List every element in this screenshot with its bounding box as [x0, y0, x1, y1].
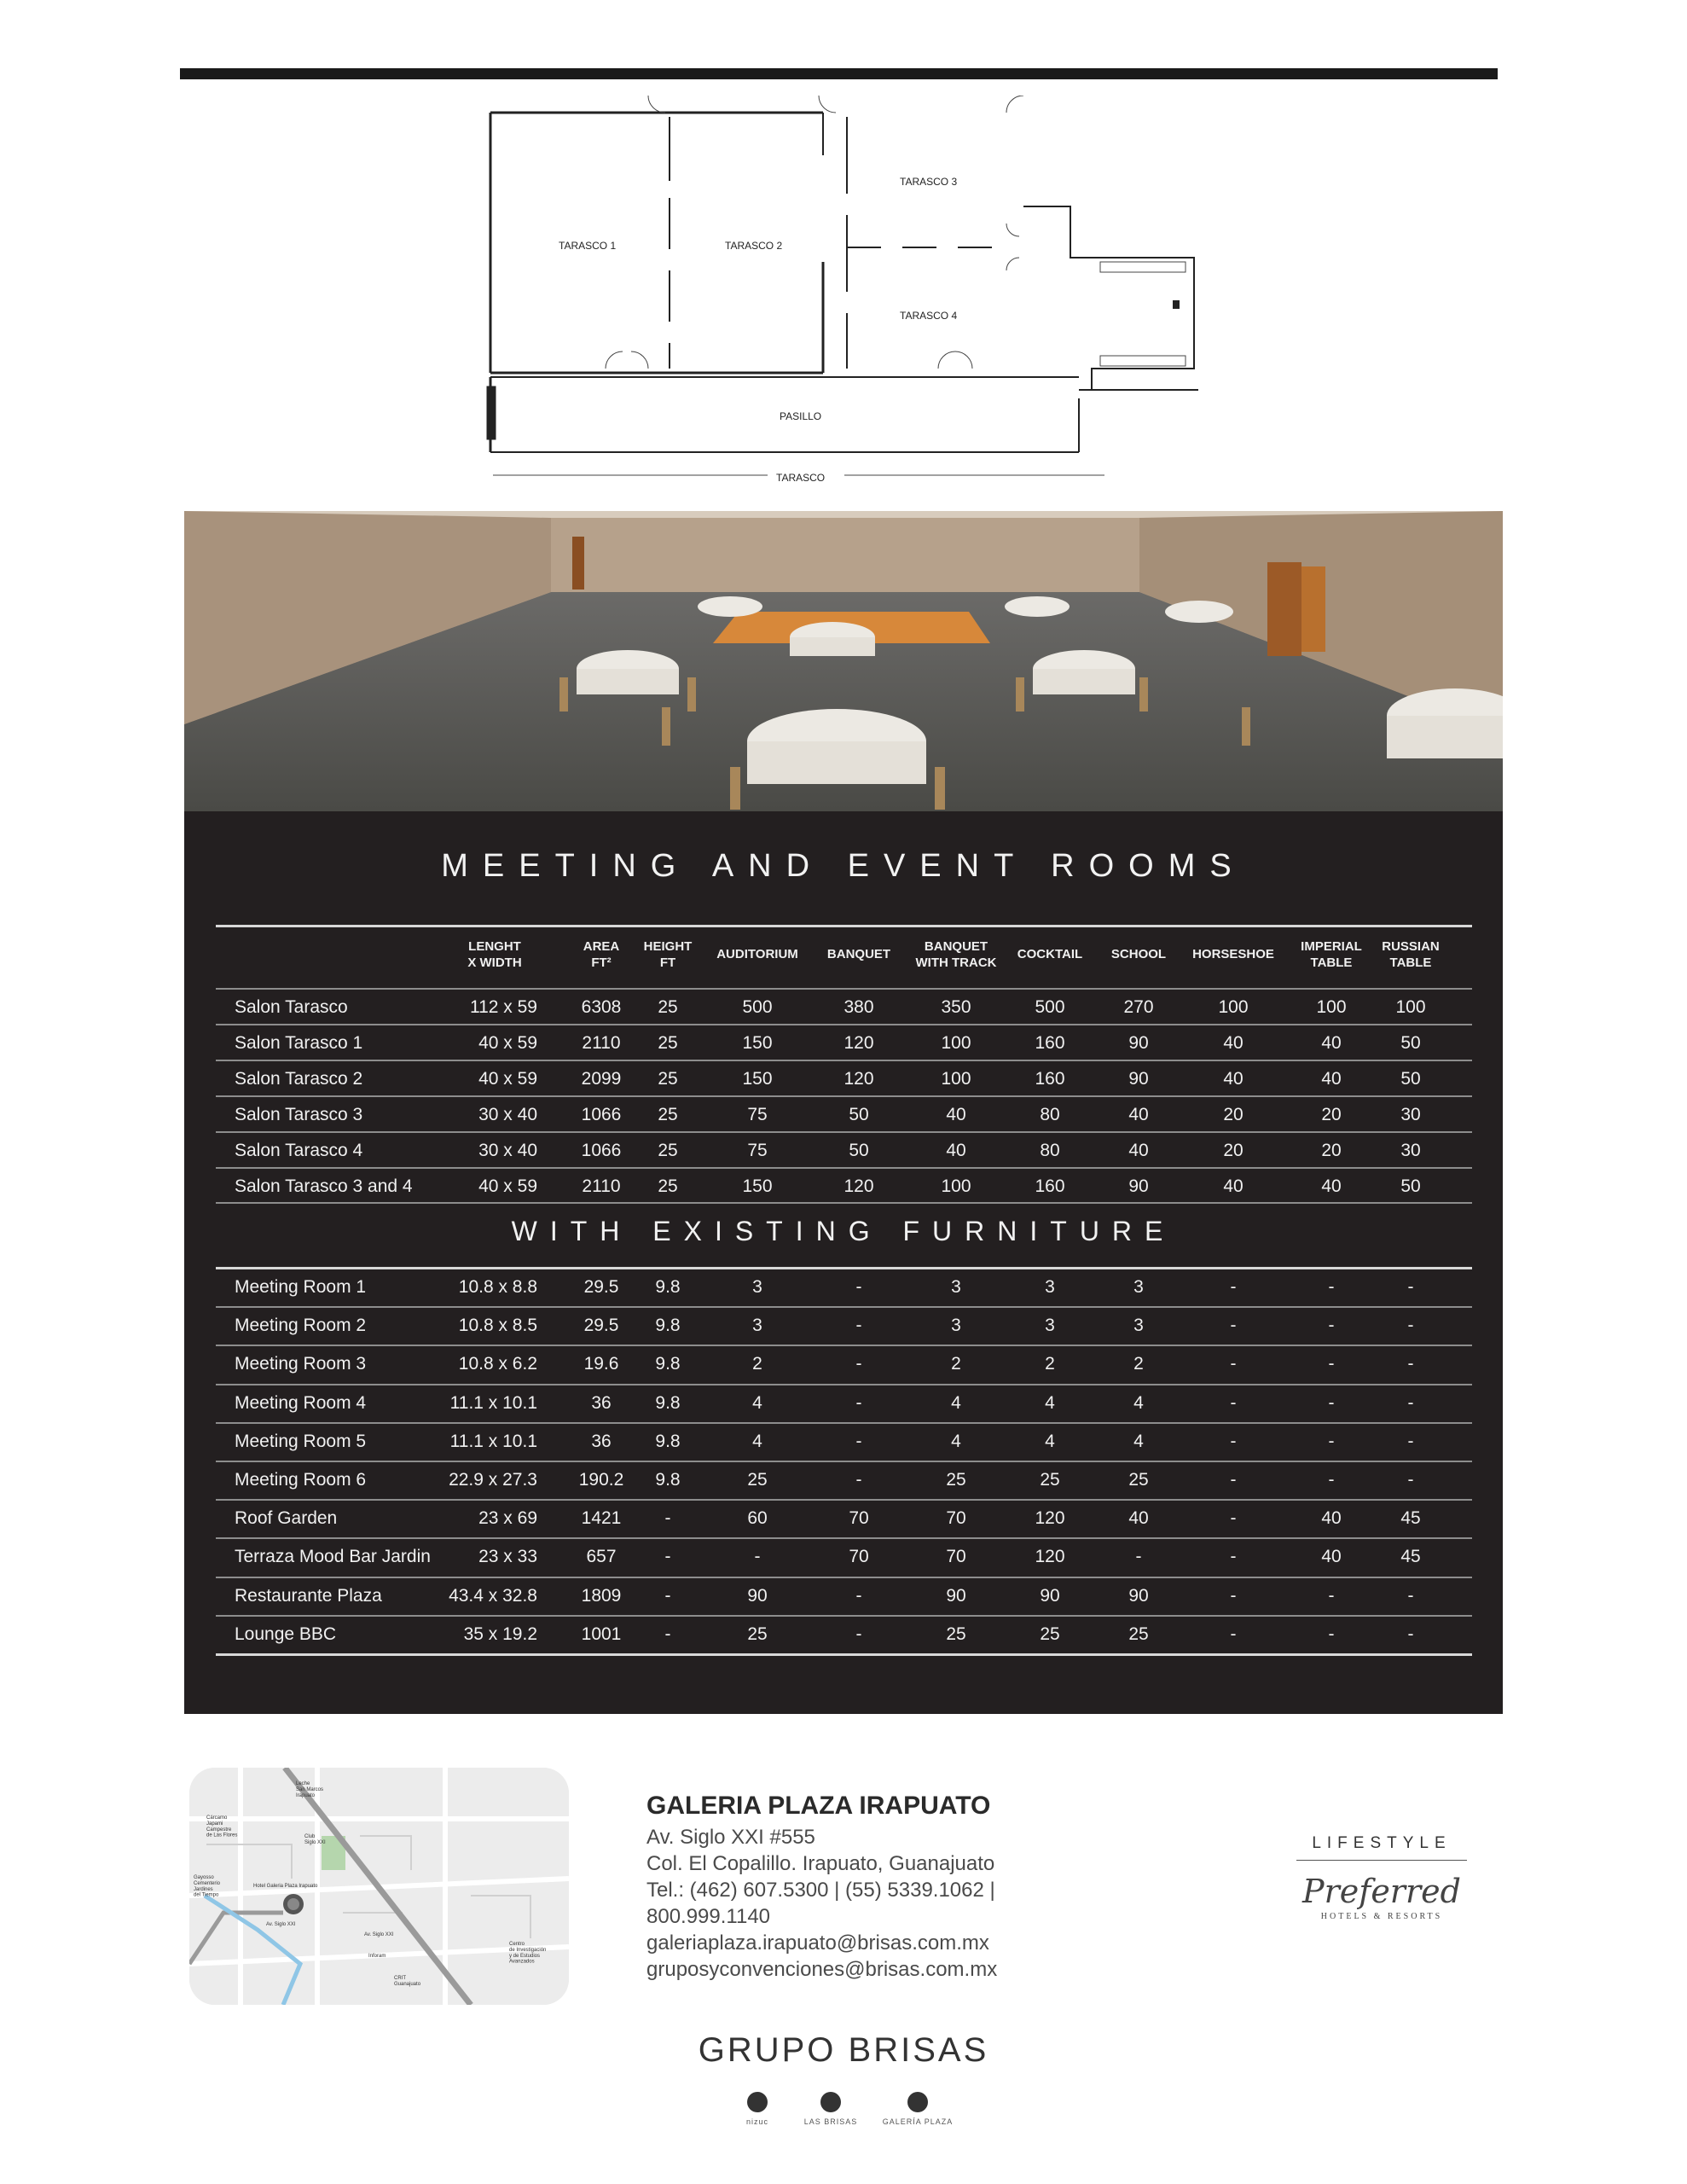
table-cell: 40 x 59 — [478, 1032, 537, 1053]
table-cell: 40 — [1128, 1508, 1149, 1529]
table-cell: 2 — [951, 1354, 961, 1374]
table-row — [216, 1385, 1472, 1424]
table-cell: 25 — [747, 1470, 768, 1490]
table-cell: 30 — [1400, 1104, 1421, 1124]
table-cell: 2 — [1045, 1354, 1055, 1374]
table-cell: 40 — [1223, 1068, 1244, 1089]
table-cell: 350 — [941, 997, 971, 1017]
table-cell: 25 — [658, 1140, 678, 1160]
map-label-hotel: Hotel Galeria Plaza Irapuato — [253, 1884, 318, 1889]
map-label-club: Club Siglo XXI — [304, 1834, 326, 1845]
table-cell: 380 — [844, 997, 874, 1017]
table-cell: 2110 — [582, 1032, 621, 1053]
table-cell: 9.8 — [655, 1277, 681, 1297]
table-cell: 3 — [1133, 1277, 1144, 1297]
table-cell: - — [664, 1585, 671, 1606]
table-cell: - — [1328, 1470, 1335, 1490]
top-rule — [180, 68, 1498, 79]
table-cell: 2099 — [581, 1068, 622, 1089]
table-cell: 29.5 — [583, 1277, 619, 1297]
hotel-name: GALERIA PLAZA IRAPUATO — [646, 1792, 991, 1820]
table-cell: 90 — [1128, 1068, 1149, 1089]
table-row — [216, 1501, 1472, 1539]
table-cell: 120 — [844, 1032, 874, 1053]
table-cell: - — [1407, 1316, 1414, 1336]
room-name: Lounge BBC — [235, 1623, 337, 1644]
table-cell: 11.1 x 10.1 — [449, 1392, 537, 1413]
table-cell: 36 — [591, 1431, 612, 1451]
table-row — [216, 1061, 1472, 1097]
sub-brand-label: LAS BRISAS — [803, 2117, 858, 2126]
table-cell: 6308 — [581, 997, 622, 1017]
table-cell: 25 — [1128, 1470, 1149, 1490]
column-header: HORSESHOE — [1192, 947, 1274, 961]
table-cell: 3 — [1045, 1316, 1055, 1336]
table-cell: 3 — [1133, 1316, 1144, 1336]
table-cell: 40 — [1223, 1176, 1244, 1196]
preferred-script: Preferred — [1302, 1873, 1461, 1910]
table-cell: 10.8 x 6.2 — [458, 1354, 537, 1374]
table-cell: - — [855, 1277, 862, 1297]
table-cell: 75 — [747, 1104, 768, 1124]
table-cell: 43.4 x 32.8 — [449, 1585, 537, 1606]
table-cell: 11.1 x 10.1 — [449, 1431, 537, 1451]
email-line-1[interactable]: galeriaplaza.irapuato@brisas.com.mx — [646, 1931, 989, 1955]
table-cell: - — [855, 1623, 862, 1644]
table-cell: 4 — [752, 1392, 762, 1413]
room-name: Salon Tarasco 2 — [235, 1068, 363, 1089]
table-cell: - — [754, 1547, 761, 1567]
table-cell: - — [855, 1470, 862, 1490]
table-cell: 100 — [941, 1176, 971, 1196]
table-cell: 4 — [1133, 1392, 1144, 1413]
row-divider — [216, 1653, 1472, 1656]
table-cell: 30 x 40 — [478, 1104, 537, 1124]
hotels-resorts-label: HOTELS & RESORTS — [1320, 1912, 1443, 1921]
pasillo-label: PASILLO — [780, 410, 822, 422]
room-name: Salon Tarasco 1 — [235, 1032, 363, 1053]
table-cell: 9.8 — [655, 1316, 681, 1336]
table-cell: 40 — [1128, 1140, 1149, 1160]
table-cell: - — [855, 1316, 862, 1336]
table-cell: 20 — [1223, 1104, 1244, 1124]
table-cell: - — [1328, 1316, 1335, 1336]
room-name: Meeting Room 2 — [235, 1316, 367, 1336]
table-cell: - — [1328, 1585, 1335, 1606]
table-cell: 70 — [849, 1508, 869, 1529]
table-cell: 500 — [742, 997, 773, 1017]
table-cell: 270 — [1123, 997, 1154, 1017]
table-cell: 40 — [1321, 1547, 1342, 1567]
map-label-centro: Centro de Investigación y de Estudios Avanzados — [509, 1942, 547, 1965]
room-name: Meeting Room 4 — [235, 1392, 367, 1413]
map-label-siglo-2: Av. Siglo XXI — [364, 1932, 394, 1937]
table-cell: 50 — [1400, 1032, 1421, 1053]
table-cell: 25 — [1040, 1470, 1060, 1490]
room-name: Salon Tarasco — [235, 997, 348, 1017]
table-cell: 25 — [946, 1470, 966, 1490]
table-row — [216, 1025, 1472, 1061]
map-label-infonavit: Inforam — [368, 1954, 386, 1959]
table-cell: - — [1230, 1623, 1237, 1644]
table-cell: 50 — [1400, 1176, 1421, 1196]
table-cell: 50 — [1400, 1068, 1421, 1089]
table-cell: 160 — [1035, 1032, 1065, 1053]
table-cell: - — [1230, 1508, 1237, 1529]
phone-line-2: 800.999.1140 — [646, 1905, 771, 1928]
table-cell: - — [1230, 1431, 1237, 1451]
email-line-2[interactable]: gruposyconvenciones@brisas.com.mx — [646, 1958, 998, 1981]
table-cell: - — [855, 1354, 862, 1374]
table-cell: - — [1407, 1470, 1414, 1490]
table-cell: - — [1407, 1585, 1414, 1606]
table-cell: - — [1328, 1392, 1335, 1413]
sub-brand-label: nizuc — [745, 2117, 768, 2126]
table-cell: 1809 — [581, 1585, 622, 1606]
table-cell: - — [1328, 1277, 1335, 1297]
table-cell: - — [1407, 1392, 1414, 1413]
table-cell: 4 — [951, 1392, 961, 1413]
table-cell: - — [1407, 1277, 1414, 1297]
table-cell: 45 — [1400, 1508, 1421, 1529]
table-cell: 150 — [742, 1032, 773, 1053]
column-header: RUSSIAN TABLE — [1382, 939, 1440, 970]
table-cell: 9.8 — [655, 1392, 681, 1413]
column-header: IMPERIAL TABLE — [1301, 939, 1362, 970]
table-cell: 160 — [1035, 1176, 1065, 1196]
table-cell: 25 — [658, 997, 678, 1017]
sub-brand-icon — [820, 2092, 841, 2112]
table-cell: 100 — [1218, 997, 1249, 1017]
table-cell: - — [1328, 1354, 1335, 1374]
column-header: BANQUET — [826, 947, 891, 961]
room-name: Restaurante Plaza — [235, 1585, 382, 1606]
table-cell: 1421 — [581, 1508, 622, 1529]
table-row — [216, 1308, 1472, 1346]
table-cell: - — [1230, 1585, 1237, 1606]
lifestyle-label: LIFESTYLE — [1312, 1834, 1452, 1852]
table-cell: 90 — [1040, 1585, 1060, 1606]
table-row — [216, 1462, 1472, 1501]
table-cell: 4 — [1045, 1392, 1055, 1413]
table-cell: 60 — [747, 1508, 768, 1529]
table-cell: 80 — [1040, 1140, 1060, 1160]
table-cell: 30 — [1400, 1140, 1421, 1160]
column-header: AUDITORIUM — [716, 947, 798, 961]
table-cell: - — [1328, 1623, 1335, 1644]
tarasco-4-label: TARASCO 4 — [900, 310, 958, 322]
table-cell: 4 — [951, 1431, 961, 1451]
table-cell: 40 — [1321, 1032, 1342, 1053]
table-cell: 35 x 19.2 — [463, 1623, 537, 1644]
column-header: HEIGHT FT — [643, 939, 693, 970]
table-cell: 120 — [1035, 1547, 1065, 1567]
floor-plan — [478, 96, 1211, 488]
table-cell: - — [855, 1585, 862, 1606]
table-cell: 40 — [1223, 1032, 1244, 1053]
table-cell: - — [1230, 1547, 1237, 1567]
room-name: Meeting Room 6 — [235, 1470, 367, 1490]
table-cell: 25 — [658, 1104, 678, 1124]
table-cell: 45 — [1400, 1547, 1421, 1567]
table-cell: 1066 — [581, 1104, 622, 1124]
table-cell: 9.8 — [655, 1354, 681, 1374]
table-cell: 70 — [946, 1508, 966, 1529]
table-cell: 120 — [844, 1068, 874, 1089]
table-cell: 50 — [849, 1104, 869, 1124]
column-header: AREA FT² — [583, 939, 620, 970]
room-name: Salon Tarasco 3 — [235, 1104, 363, 1124]
column-header: LENGHT X WIDTH — [467, 939, 522, 970]
logo-divider — [1296, 1860, 1467, 1861]
table-cell: 90 — [1128, 1176, 1149, 1196]
table-cell: 120 — [1035, 1508, 1065, 1529]
table-cell: 10.8 x 8.5 — [458, 1316, 537, 1336]
room-name: Meeting Room 5 — [235, 1431, 367, 1451]
table-cell: 3 — [752, 1316, 762, 1336]
table-cell: 1066 — [581, 1140, 622, 1160]
table-row — [216, 1539, 1472, 1577]
table-cell: 100 — [1395, 997, 1426, 1017]
grupo-brisas-logo: GRUPO BRISAS — [698, 2031, 989, 2069]
contact-block — [646, 1792, 997, 1983]
table-cell: 3 — [752, 1277, 762, 1297]
table-cell: 90 — [1128, 1032, 1149, 1053]
table-cell: 40 x 59 — [478, 1176, 537, 1196]
table-cell: - — [1407, 1354, 1414, 1374]
table-row — [216, 1346, 1472, 1385]
table-cell: 190.2 — [578, 1470, 624, 1490]
table-cell: 90 — [1128, 1585, 1149, 1606]
table-cell: 2 — [752, 1354, 762, 1374]
furniture-subtitle: WITH EXISTING FURNITURE — [511, 1216, 1176, 1246]
tarasco-3-label: TARASCO 3 — [900, 176, 958, 188]
table-cell: 20 — [1321, 1140, 1342, 1160]
table-cell: 150 — [742, 1176, 773, 1196]
table-cell: 9.8 — [655, 1470, 681, 1490]
address-line-2: Col. El Copalillo. Irapuato, Guanajuato — [646, 1852, 995, 1875]
location-map — [189, 1768, 569, 2005]
table-cell: 160 — [1035, 1068, 1065, 1089]
table-row — [216, 1617, 1472, 1655]
table-cell: - — [1135, 1547, 1142, 1567]
table-cell: 657 — [586, 1547, 617, 1567]
table-cell: 20 — [1223, 1140, 1244, 1160]
table-cell: - — [1407, 1431, 1414, 1451]
table-cell: 120 — [844, 1176, 874, 1196]
table-cell: 40 — [1321, 1068, 1342, 1089]
column-header: COCKTAIL — [1017, 947, 1083, 961]
table-cell: - — [1407, 1623, 1414, 1644]
table-cell: 2 — [1133, 1354, 1144, 1374]
table-cell: - — [1328, 1431, 1335, 1451]
table-row — [216, 1133, 1472, 1169]
table-cell: 4 — [1133, 1431, 1144, 1451]
table-cell: - — [664, 1623, 671, 1644]
table-row — [216, 1578, 1472, 1617]
table-cell: 80 — [1040, 1104, 1060, 1124]
table-cell: 25 — [946, 1623, 966, 1644]
table-cell: 23 x 33 — [478, 1547, 537, 1567]
map-label-siglo-1: Av. Siglo XXI — [266, 1922, 296, 1927]
tarasco-2-label: TARASCO 2 — [725, 240, 783, 252]
sub-brand-icon — [907, 2092, 928, 2112]
table-row — [216, 1424, 1472, 1462]
table-cell: 4 — [1045, 1431, 1055, 1451]
sub-brand-icon — [747, 2092, 768, 2112]
table-cell: 25 — [747, 1623, 768, 1644]
table-cell: 40 — [1321, 1508, 1342, 1529]
table-cell: 100 — [941, 1068, 971, 1089]
table-cell: 1001 — [581, 1623, 622, 1644]
table-row — [216, 990, 1472, 1025]
address-line-1: Av. Siglo XXI #555 — [646, 1826, 815, 1849]
room-name: Roof Garden — [235, 1508, 338, 1529]
column-header: BANQUET WITH TRACK — [915, 939, 997, 970]
table-cell: 500 — [1035, 997, 1065, 1017]
table-cell: 90 — [747, 1585, 768, 1606]
table-cell: 100 — [1316, 997, 1347, 1017]
sub-brand-label: GALERÍA PLAZA — [882, 2117, 954, 2126]
room-name: Meeting Room 3 — [235, 1354, 367, 1374]
table-row — [216, 1097, 1472, 1133]
map-label-gayosso: Gayosso Cementerio Jardines del Tiempo — [194, 1875, 221, 1898]
rooms-table-panel — [184, 811, 1503, 1714]
table-cell: 40 — [946, 1140, 966, 1160]
tarasco-1-label: TARASCO 1 — [559, 240, 617, 252]
map-label-crit: CRIT Guanajuato — [394, 1976, 421, 1987]
room-name: Terraza Mood Bar Jardin — [235, 1547, 431, 1567]
table-cell: 22.9 x 27.3 — [449, 1470, 537, 1490]
table-cell: 150 — [742, 1068, 773, 1089]
tarasco-label: TARASCO — [776, 472, 826, 484]
table-cell: 75 — [747, 1140, 768, 1160]
table-cell: 25 — [1128, 1623, 1149, 1644]
table-cell: - — [664, 1508, 671, 1529]
table-cell: 40 — [1321, 1176, 1342, 1196]
map-label-carcamo: Cárcamo Japami Campestre de Las Flores — [206, 1815, 238, 1838]
table-cell: 25 — [1040, 1623, 1060, 1644]
lifestyle-preferred-logo — [1288, 1834, 1475, 1921]
table-cell: 30 x 40 — [478, 1140, 537, 1160]
table-cell: 20 — [1321, 1104, 1342, 1124]
table-cell: 40 — [1128, 1104, 1149, 1124]
room-name: Salon Tarasco 3 and 4 — [235, 1176, 413, 1196]
table-cell: 100 — [941, 1032, 971, 1053]
table-cell: - — [855, 1392, 862, 1413]
table-cell: - — [1230, 1316, 1237, 1336]
row-divider — [216, 1202, 1472, 1204]
table-cell: 10.8 x 8.8 — [458, 1277, 537, 1297]
room-name: Salon Tarasco 4 — [235, 1140, 363, 1160]
ballroom-photo — [184, 511, 1503, 811]
table-cell: 25 — [658, 1068, 678, 1089]
phone-line-1: Tel.: (462) 607.5300 | (55) 5339.1062 | — [646, 1879, 995, 1902]
table-cell: - — [1230, 1277, 1237, 1297]
table-cell: 25 — [658, 1032, 678, 1053]
table-cell: 40 — [946, 1104, 966, 1124]
table-cell: 112 x 59 — [469, 997, 537, 1017]
table-cell: 70 — [849, 1547, 869, 1567]
table-cell: 29.5 — [583, 1316, 619, 1336]
table-cell: - — [1230, 1470, 1237, 1490]
table-title: MEETING AND EVENT ROOMS — [441, 848, 1246, 884]
map-label-leche: Leche San Marcos Irapuato — [296, 1781, 324, 1798]
table-cell: 4 — [752, 1431, 762, 1451]
header-top-rule — [216, 925, 1472, 927]
table-cell: 9.8 — [655, 1431, 681, 1451]
table-cell: 3 — [951, 1316, 961, 1336]
table-cell: 19.6 — [583, 1354, 619, 1374]
table-row — [216, 1169, 1472, 1205]
table-cell: 23 x 69 — [478, 1508, 537, 1529]
table-cell: - — [855, 1431, 862, 1451]
table-row — [216, 1269, 1472, 1308]
table-cell: 25 — [658, 1176, 678, 1196]
table-cell: - — [1230, 1392, 1237, 1413]
table-cell: 3 — [1045, 1277, 1055, 1297]
table-cell: 40 x 59 — [478, 1068, 537, 1089]
table-cell: 36 — [591, 1392, 612, 1413]
room-name: Meeting Room 1 — [235, 1277, 367, 1297]
table-cell: 70 — [946, 1547, 966, 1567]
table-cell: - — [1230, 1354, 1237, 1374]
table-cell: 2110 — [582, 1176, 621, 1196]
table-cell: 90 — [946, 1585, 966, 1606]
table-cell: 3 — [951, 1277, 961, 1297]
table-cell: 50 — [849, 1140, 869, 1160]
table-cell: - — [664, 1547, 671, 1567]
column-header: SCHOOL — [1110, 947, 1167, 961]
